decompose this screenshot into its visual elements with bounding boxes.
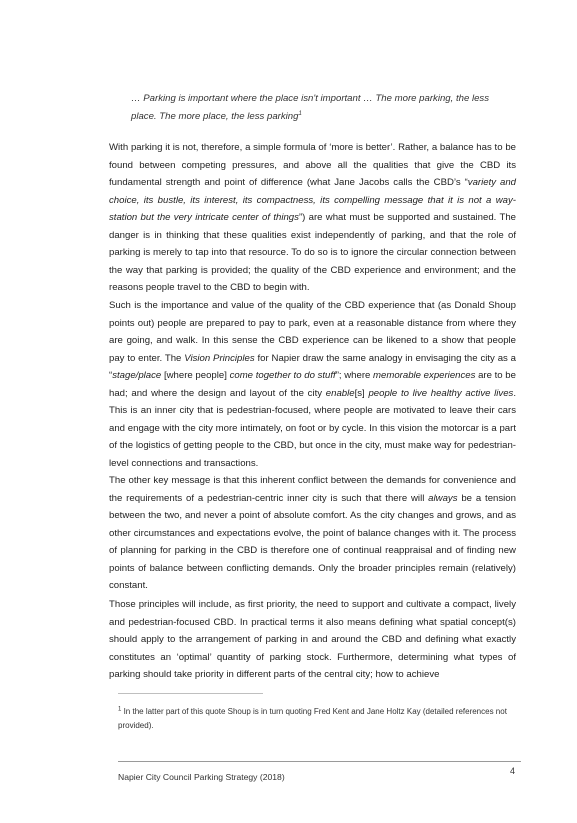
text-run: . This is an inner city that is pedestrian-focused, where people are motivated to leave their cars and engage with the city more intimately, on foot or by cycle. In this vision the motorcar is a part of the logistics of getting people to the CBD, but once in the city, must make way for pedestrian-level connections and transactions. <box>109 387 517 469</box>
text-run: [s] <box>354 387 369 399</box>
text-run: ”) are what must be supported and sustained. The danger is in thinking that these qualities exist independently of parking, and that the role of parking is merely to tap into that resource. To do so is to ignore the circular connection between the way that parking is provided; the quality of the CBD experience and environment; and the reasons people travel to the CBD to begin with. <box>109 212 516 293</box>
footnote-text: In the latter part of this quote Shoup is in turn quoting Fred Kent and Jane Holtz Kay (detailed references not provided). <box>118 707 507 730</box>
page-number: 4 <box>510 766 516 776</box>
paragraph <box>109 472 516 595</box>
text-run: ”; where <box>335 370 374 381</box>
footer-divider <box>118 761 521 762</box>
italic-text-run: Vision Principles <box>184 352 255 364</box>
italic-text-run: memorable experiences <box>373 370 476 381</box>
italic-text-run: variety and choice, its bustle, its interest, its compactness, its compelling message that it is not a way-station but the very intricate center of things <box>109 177 516 223</box>
text-run: be a tension between the two, and never a point of absolute comfort. As the city changes and grows, and as other circumstances and expectations evolve, the point of balance changes with it. The process of planning for parking in the CBD is therefore one of continual reappraisal and of finding new points of balance between conflicting demands. Only the broader principles remain (relatively) constant. <box>109 492 516 591</box>
italic-text-run: people to live healthy active lives <box>368 387 514 399</box>
italic-text-run: stage/place <box>112 370 162 381</box>
italic-text-run: come together to do stuff <box>229 370 336 381</box>
footnote-number: 1 <box>118 706 122 713</box>
text-run: Those principles will include, as first priority, the need to support and cultivate a compact, lively and pedestrian-focused CBD. In practical terms it also means defining what spatial concept(s) should apply to the arrangement of parking in and around the CBD and defining what exactly constitutes an ‘optimal’ quantity of parking stock. Furthermore, determining what types of parking should take priority in different parts of the central city; how to achieve <box>109 599 516 680</box>
text-run: Such is the importance and value of the quality of the CBD experience that (as Donald Shoup points out) people are prepared to pay to park, even at a reasonable distance from where they are going, and walk. In this sense the CBD experience can be likened to a show that people pay to enter. The <box>109 300 516 364</box>
footnote-divider <box>118 693 263 694</box>
footer-title: Napier City Council Parking Strategy (2018) <box>118 772 285 782</box>
text-run: for Napier draw the same analogy in envisaging the city as a “ <box>109 352 517 381</box>
text-run: With parking it is not, therefore, a simple formula of ‘more is better’. Rather, a balance has to be found between competing pressures, and above all the qualities that give the CBD its fundamental strength and point of difference (what Jane Jacobs calls the CBD’s “ <box>109 142 516 188</box>
paragraph <box>109 596 516 684</box>
quote-text: … Parking is important where the place isn't important … The more parking, the less place. The more place, the less parking <box>131 93 490 122</box>
footnote-reference[interactable]: 1 <box>298 110 302 117</box>
text-run: The other key message is that this inherent conflict between the demands for convenience and the requirements of a pedestrian-centric inner city is such that there will <box>109 475 516 504</box>
paragraph <box>109 297 516 472</box>
block-quote <box>131 90 509 126</box>
italic-text-run: always <box>428 492 458 504</box>
text-run: [where people] <box>161 370 230 381</box>
paragraph <box>109 139 516 297</box>
text-run: are to be had; and where the design and layout of the city <box>109 370 516 399</box>
italic-text-run: enable <box>325 387 355 399</box>
footnote <box>118 705 518 733</box>
